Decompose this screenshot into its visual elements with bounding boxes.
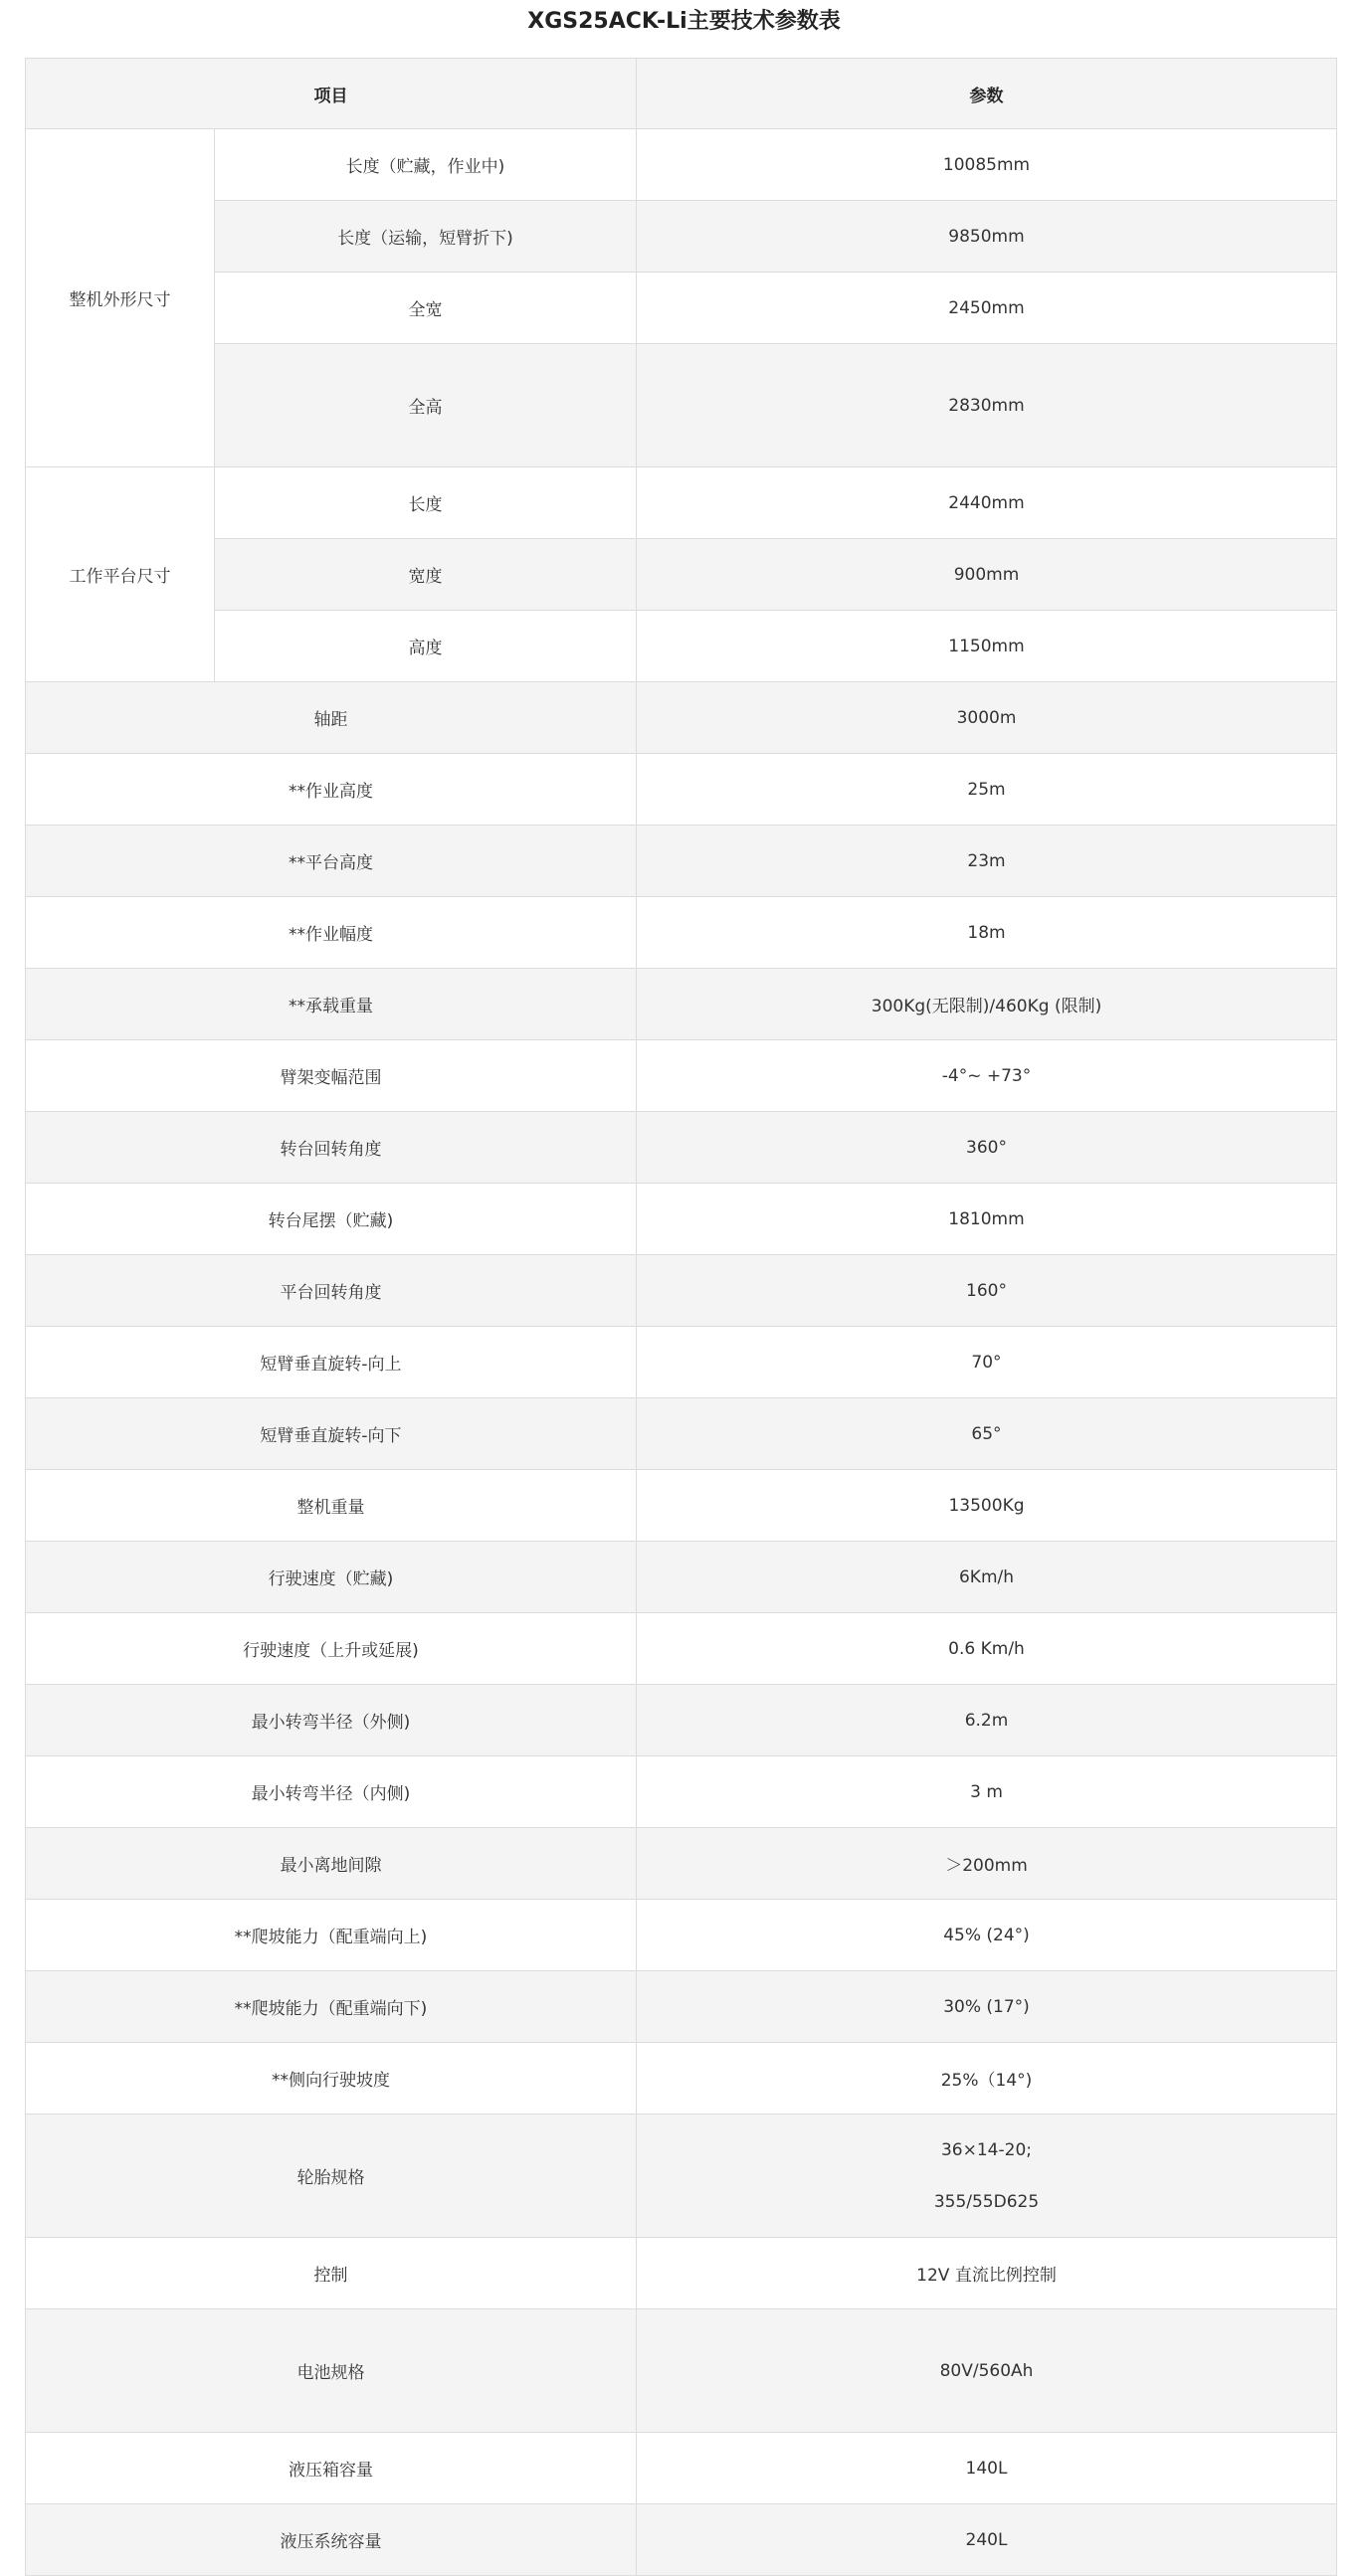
- row-label: 短臂垂直旋转-向上: [26, 1327, 637, 1398]
- row-label: 全高: [215, 344, 637, 467]
- table-row: [26, 2309, 1337, 2433]
- table-row: [26, 1470, 1337, 1542]
- row-label: 电池规格: [26, 2309, 637, 2433]
- table-row: [26, 1327, 1337, 1398]
- row-label: **承载重量: [26, 969, 637, 1040]
- page-title: XGS25ACK-Li主要技术参数表: [527, 9, 841, 34]
- row-value: 2830mm: [637, 344, 1337, 467]
- row-label: 行驶速度（贮藏): [26, 1542, 637, 1613]
- table-row: [26, 129, 1337, 201]
- table-row: [26, 1685, 1337, 1756]
- table-row: [26, 969, 1337, 1040]
- table-row: [26, 2433, 1337, 2504]
- row-value: 45% (24°): [637, 1900, 1337, 1971]
- table-row: [26, 1040, 1337, 1112]
- row-value: 18m: [637, 897, 1337, 969]
- row-value: 23m: [637, 826, 1337, 897]
- row-value: -4°~ +73°: [637, 1040, 1337, 1112]
- row-label: 宽度: [215, 539, 637, 611]
- row-label: **侧向行驶坡度: [26, 2043, 637, 2115]
- row-label: 长度: [215, 467, 637, 539]
- row-value: ＞200mm: [637, 1828, 1337, 1900]
- row-label: 平台回转角度: [26, 1255, 637, 1327]
- table-row: [26, 2238, 1337, 2309]
- table-row: [26, 826, 1337, 897]
- row-label: 行驶速度（上升或延展): [26, 1613, 637, 1685]
- row-label: 长度（运输，短臂折下): [215, 201, 637, 273]
- table-row: [26, 1184, 1337, 1255]
- row-value: 360°: [637, 1112, 1337, 1184]
- row-label: 最小转弯半径（内侧): [26, 1756, 637, 1828]
- table-row: [26, 1112, 1337, 1184]
- header-param: 参数: [637, 59, 1337, 129]
- row-label: **作业高度: [26, 754, 637, 826]
- row-value: 140L: [637, 2433, 1337, 2504]
- row-label: 液压箱容量: [26, 2433, 637, 2504]
- row-value: 80V/560Ah: [637, 2309, 1337, 2433]
- row-value: 3 m: [637, 1756, 1337, 1828]
- row-label: 长度（贮藏，作业中): [215, 129, 637, 201]
- row-label: 高度: [215, 611, 637, 682]
- row-label: 全宽: [215, 273, 637, 344]
- row-label: 最小离地间隙: [26, 1828, 637, 1900]
- row-value: 240L: [637, 2504, 1337, 2576]
- row-value: 300Kg(无限制)/460Kg (限制): [637, 969, 1337, 1040]
- row-value: 10085mm: [637, 129, 1337, 201]
- row-value: 900mm: [637, 539, 1337, 611]
- row-label: 整机重量: [26, 1470, 637, 1542]
- table-row: [26, 1756, 1337, 1828]
- row-label: 液压系统容量: [26, 2504, 637, 2576]
- table-row: [26, 1255, 1337, 1327]
- group-label-platform: 工作平台尺寸: [26, 467, 215, 682]
- row-value: 65°: [637, 1398, 1337, 1470]
- table-row: [26, 2043, 1337, 2115]
- row-value: 70°: [637, 1327, 1337, 1398]
- row-value: 1810mm: [637, 1184, 1337, 1255]
- table-row: [26, 897, 1337, 969]
- row-label: **平台高度: [26, 826, 637, 897]
- row-label: 最小转弯半径（外侧): [26, 1685, 637, 1756]
- row-value: 2450mm: [637, 273, 1337, 344]
- row-value: 12V 直流比例控制: [637, 2238, 1337, 2309]
- row-label: 臂架变幅范围: [26, 1040, 637, 1112]
- row-label: **爬坡能力（配重端向上): [26, 1900, 637, 1971]
- row-value: 25%（14°): [637, 2043, 1337, 2115]
- table-row: [26, 754, 1337, 826]
- row-label: 转台尾摆（贮藏): [26, 1184, 637, 1255]
- row-value: 1150mm: [637, 611, 1337, 682]
- tire-value-line2: 355/55D625: [933, 2191, 1040, 2212]
- row-value: 6.2m: [637, 1685, 1337, 1756]
- table-row: [26, 539, 1337, 611]
- table-row: [26, 273, 1337, 344]
- header-item: 项目: [26, 59, 637, 129]
- row-label: 轴距: [26, 682, 637, 754]
- table-row: [26, 2115, 1337, 2238]
- row-label: 轮胎规格: [26, 2115, 637, 2238]
- table-row: [26, 1900, 1337, 1971]
- row-label: 短臂垂直旋转-向下: [26, 1398, 637, 1470]
- spec-table: [25, 58, 1337, 2576]
- table-row: [26, 1971, 1337, 2043]
- table-row: [26, 201, 1337, 273]
- table-row: [26, 467, 1337, 539]
- table-row: [26, 682, 1337, 754]
- row-value: 2440mm: [637, 467, 1337, 539]
- row-label: **爬坡能力（配重端向下): [26, 1971, 637, 2043]
- header-row: [26, 59, 1337, 129]
- row-value: 9850mm: [637, 201, 1337, 273]
- tire-value-line1: 36×14-20;: [940, 2139, 1032, 2160]
- row-label: 转台回转角度: [26, 1112, 637, 1184]
- row-value: 25m: [637, 754, 1337, 826]
- row-value: [637, 2115, 1337, 2238]
- row-value: 30% (17°): [637, 1971, 1337, 2043]
- row-value: 6Km/h: [637, 1542, 1337, 1613]
- row-value: 0.6 Km/h: [637, 1613, 1337, 1685]
- row-label: 控制: [26, 2238, 637, 2309]
- table-row: [26, 1398, 1337, 1470]
- table-row: [26, 1613, 1337, 1685]
- table-row: [26, 611, 1337, 682]
- row-value: 3000m: [637, 682, 1337, 754]
- row-value: 160°: [637, 1255, 1337, 1327]
- row-value: 13500Kg: [637, 1470, 1337, 1542]
- table-row: [26, 344, 1337, 467]
- group-label-overall: 整机外形尺寸: [26, 129, 215, 467]
- table-row: [26, 1828, 1337, 1900]
- row-label: **作业幅度: [26, 897, 637, 969]
- table-row: [26, 1542, 1337, 1613]
